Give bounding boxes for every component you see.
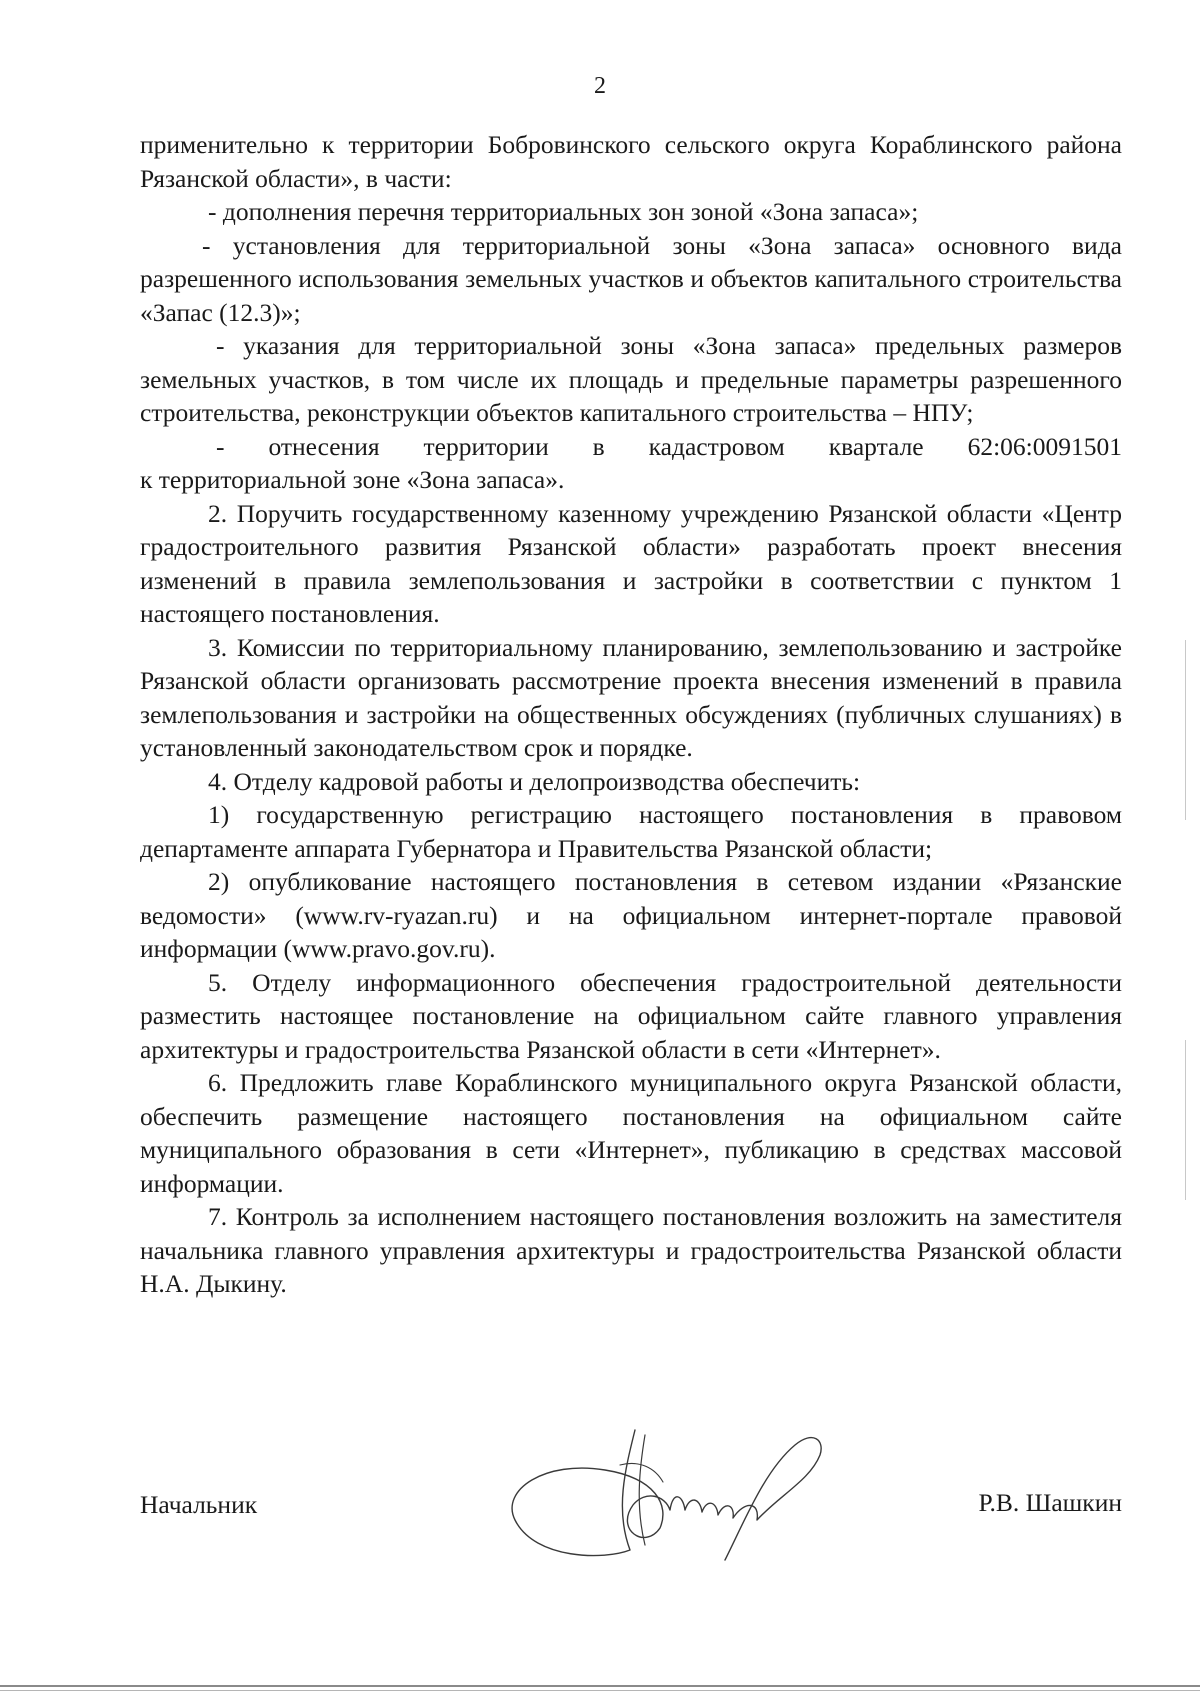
scan-bottom-edge [0,1690,1200,1691]
paragraph-6: 6. Предложить главе Кораблинского муниципального округа Рязанской области, обеспечить размещение настоящего постановления на официальном сайте муниципального образования в сети «Интернет», публикацию в средствах массовой информации. [140,1068,1122,1198]
paragraph-item-additions: - дополнения перечня территориальных зон зоной «Зона запаса»; [208,197,919,226]
paragraph-2: 2. Поручить государственному казенному учреждению Рязанской области «Центр градостроительного развития Рязанской области» разработать проект внесения изменений в правила землепользования и застройки в соответствии с пунктом 1 настоящего постановления. [140,498,1122,628]
paragraph-item-limits: - указания для территориальной зоны «Зона запаса» предельных размеров земельных участков, в том числе их площадь и предельные параметры разрешенного строительства, реконструкции объектов капитального строительства – НПУ; [140,331,1122,427]
document-body [140,128,1122,1301]
paragraph-4: 4. Отделу кадровой работы и делопроизводства обеспечить: [208,766,861,796]
paragraph-4-2: 2) опубликование настоящего постановления в сетевом издании «Рязанские ведомости» (www.rv-ryazan.ru) и на официальном интернет-портале правовой информации (www.pravo.gov.ru). [140,867,1122,963]
paragraph-intro: применительно к территории Бобровинского сельского округа Кораблинского района Рязанской области», в части: [140,130,1122,193]
paragraph-item-assign-cont: к территориальной зоне «Зона запаса». [140,465,565,494]
signatory-title: Начальник [140,1490,258,1519]
page-number: 2 [594,73,606,99]
paragraph-item-establish: - установления для территориальной зоны «Зона запаса» основного вида разрешенного использования земельных участков и объектов капитального строительства «Запас (12.3)»; [140,230,1122,327]
signatory-name: Р.В. Шашкин [978,1488,1122,1517]
scan-bottom-edge [0,1685,1200,1687]
scan-edge-mark [1185,1040,1186,1200]
paragraph-4-1: 1) государственную регистрацию настоящего постановления в правовом департаменте аппарата Губернатора и Правительства Рязанской области; [140,800,1122,863]
paragraph-item-assign: - отнесения территории в кадастровом квартале 62:06:0091501 [216,431,1122,461]
scan-edge-mark [1185,640,1186,820]
paragraph-7: 7. Контроль за исполнением настоящего постановления возложить на заместителя начальника главного управления архитектуры и градостроительства Рязанской области Н.А. Дыкину. [140,1202,1122,1298]
paragraph-3: 3. Комиссии по территориальному планированию, землепользованию и застройке Рязанской области организовать рассмотрение проекта внесения изменений в правила землепользования и застройки на общественных обсуждениях (публичных слушаниях) в установленный законодательством срок и порядке. [140,632,1122,762]
paragraph-5: 5. Отделу информационного обеспечения градостроительной деятельности разместить настоящее постановление на официальном сайте главного управления архитектуры и градостроительства Рязанской области в сети «Интернет». [140,967,1122,1064]
handwritten-signature [495,1410,835,1570]
